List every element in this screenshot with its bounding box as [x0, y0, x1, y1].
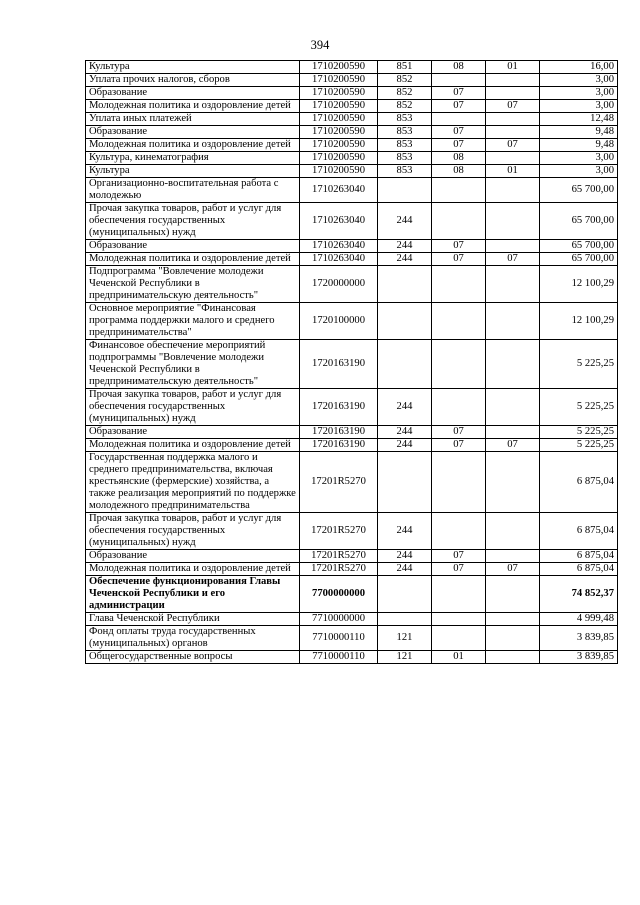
row-expense-type: 853 [378, 139, 432, 152]
row-expense-type: 244 [378, 426, 432, 439]
row-name: Образование [86, 426, 300, 439]
row-section [432, 266, 486, 303]
row-subsection [486, 178, 540, 203]
row-section: 07 [432, 87, 486, 100]
row-name: Молодежная политика и оздоровление детей [86, 253, 300, 266]
budget-table [85, 60, 618, 664]
row-subsection [486, 426, 540, 439]
row-section: 07 [432, 426, 486, 439]
row-target-code: 1710200590 [300, 87, 378, 100]
row-subsection [486, 240, 540, 253]
row-section: 07 [432, 439, 486, 452]
row-subsection [486, 340, 540, 389]
row-subsection [486, 87, 540, 100]
row-expense-type: 852 [378, 100, 432, 113]
row-section [432, 613, 486, 626]
row-target-code: 1710200590 [300, 74, 378, 87]
table-row [86, 253, 618, 266]
row-amount: 5 225,25 [540, 389, 618, 426]
row-section [432, 576, 486, 613]
row-subsection [486, 613, 540, 626]
row-name: Культура [86, 165, 300, 178]
row-expense-type [378, 576, 432, 613]
row-name: Глава Чеченской Республики [86, 613, 300, 626]
row-amount: 9,48 [540, 139, 618, 152]
row-subsection [486, 303, 540, 340]
row-amount: 74 852,37 [540, 576, 618, 613]
row-subsection [486, 113, 540, 126]
row-subsection [486, 266, 540, 303]
row-target-code: 1710200590 [300, 113, 378, 126]
row-section: 07 [432, 139, 486, 152]
table-row [86, 389, 618, 426]
row-target-code: 1720100000 [300, 303, 378, 340]
row-target-code: 1710200590 [300, 165, 378, 178]
row-amount: 3,00 [540, 165, 618, 178]
table-row [86, 61, 618, 74]
row-subsection: 01 [486, 165, 540, 178]
row-expense-type: 244 [378, 550, 432, 563]
row-amount: 5 225,25 [540, 439, 618, 452]
row-expense-type: 121 [378, 651, 432, 664]
row-expense-type: 244 [378, 203, 432, 240]
row-subsection: 07 [486, 100, 540, 113]
row-name: Культура, кинематография [86, 152, 300, 165]
table-row [86, 426, 618, 439]
row-name: Организационно-воспитательная работа с молодежью [86, 178, 300, 203]
row-expense-type: 244 [378, 253, 432, 266]
row-subsection [486, 74, 540, 87]
row-subsection: 07 [486, 439, 540, 452]
row-subsection: 07 [486, 563, 540, 576]
table-row [86, 240, 618, 253]
row-amount: 9,48 [540, 126, 618, 139]
row-expense-type: 244 [378, 439, 432, 452]
row-name: Уплата прочих налогов, сборов [86, 74, 300, 87]
row-name: Молодежная политика и оздоровление детей [86, 139, 300, 152]
row-amount: 3,00 [540, 152, 618, 165]
table-row [86, 563, 618, 576]
row-name: Общегосударственные вопросы [86, 651, 300, 664]
row-target-code: 1710263040 [300, 178, 378, 203]
row-target-code: 17201R5270 [300, 563, 378, 576]
row-name: Образование [86, 126, 300, 139]
row-subsection [486, 203, 540, 240]
row-section: 08 [432, 165, 486, 178]
row-name: Образование [86, 550, 300, 563]
table-row [86, 152, 618, 165]
row-section [432, 203, 486, 240]
table-row [86, 74, 618, 87]
table-row [86, 165, 618, 178]
row-subsection [486, 513, 540, 550]
row-name: Молодежная политика и оздоровление детей [86, 563, 300, 576]
row-expense-type: 244 [378, 389, 432, 426]
row-section [432, 340, 486, 389]
row-target-code: 7710000110 [300, 651, 378, 664]
row-section: 07 [432, 240, 486, 253]
row-amount: 65 700,00 [540, 253, 618, 266]
row-amount: 3,00 [540, 74, 618, 87]
row-section: 07 [432, 126, 486, 139]
row-subsection [486, 626, 540, 651]
row-amount: 6 875,04 [540, 563, 618, 576]
row-amount: 65 700,00 [540, 178, 618, 203]
row-amount: 6 875,04 [540, 550, 618, 563]
table-row [86, 203, 618, 240]
table-row [86, 651, 618, 664]
row-amount: 65 700,00 [540, 240, 618, 253]
row-name: Прочая закупка товаров, работ и услуг для обеспечения государственных (муниципальных) нужд [86, 203, 300, 240]
row-section: 08 [432, 152, 486, 165]
row-expense-type: 244 [378, 240, 432, 253]
row-expense-type: 851 [378, 61, 432, 74]
table-row [86, 613, 618, 626]
row-section: 07 [432, 253, 486, 266]
row-expense-type: 853 [378, 165, 432, 178]
row-amount: 6 875,04 [540, 513, 618, 550]
row-name: Образование [86, 240, 300, 253]
row-expense-type: 121 [378, 626, 432, 651]
table-row [86, 126, 618, 139]
row-target-code: 1720163190 [300, 340, 378, 389]
row-target-code: 17201R5270 [300, 513, 378, 550]
row-expense-type [378, 452, 432, 513]
row-amount: 12 100,29 [540, 266, 618, 303]
row-name: Обеспечение функционирования Главы Чеченской Республики и его администрации [86, 576, 300, 613]
row-section [432, 74, 486, 87]
page-number: 394 [310, 38, 330, 52]
row-subsection [486, 389, 540, 426]
row-subsection: 07 [486, 139, 540, 152]
table-row [86, 452, 618, 513]
row-expense-type [378, 303, 432, 340]
row-amount: 12,48 [540, 113, 618, 126]
row-expense-type: 852 [378, 87, 432, 100]
row-target-code: 1720163190 [300, 426, 378, 439]
row-name: Финансовое обеспечение мероприятий подпрограммы "Вовлечение молодежи Чеченской Республики в предпринимательскую деятельность" [86, 340, 300, 389]
row-section [432, 113, 486, 126]
table-row [86, 439, 618, 452]
row-subsection [486, 576, 540, 613]
row-target-code: 1710263040 [300, 253, 378, 266]
row-subsection [486, 152, 540, 165]
row-expense-type: 244 [378, 513, 432, 550]
row-subsection [486, 452, 540, 513]
row-target-code: 1710200590 [300, 152, 378, 165]
table-row [86, 266, 618, 303]
row-amount: 3 839,85 [540, 651, 618, 664]
row-subsection: 07 [486, 253, 540, 266]
table-row [86, 100, 618, 113]
row-expense-type [378, 266, 432, 303]
row-subsection [486, 126, 540, 139]
row-subsection: 01 [486, 61, 540, 74]
table-row [86, 87, 618, 100]
row-target-code: 1720163190 [300, 439, 378, 452]
row-target-code: 1720000000 [300, 266, 378, 303]
row-amount: 3,00 [540, 100, 618, 113]
row-section [432, 513, 486, 550]
row-amount: 3 839,85 [540, 626, 618, 651]
row-section: 07 [432, 550, 486, 563]
row-section [432, 389, 486, 426]
row-target-code: 7710000110 [300, 626, 378, 651]
row-target-code: 1710200590 [300, 126, 378, 139]
row-amount: 5 225,25 [540, 340, 618, 389]
row-amount: 5 225,25 [540, 426, 618, 439]
row-subsection [486, 550, 540, 563]
row-expense-type [378, 340, 432, 389]
row-section [432, 303, 486, 340]
row-name: Культура [86, 61, 300, 74]
row-amount: 16,00 [540, 61, 618, 74]
table-row [86, 340, 618, 389]
row-target-code: 1710200590 [300, 100, 378, 113]
row-name: Фонд оплаты труда государственных (муниципальных) органов [86, 626, 300, 651]
table-row [86, 139, 618, 152]
row-expense-type: 852 [378, 74, 432, 87]
row-name: Прочая закупка товаров, работ и услуг для обеспечения государственных (муниципальных) нужд [86, 389, 300, 426]
row-target-code: 1710200590 [300, 61, 378, 74]
row-target-code: 7700000000 [300, 576, 378, 613]
table-row [86, 113, 618, 126]
row-amount: 12 100,29 [540, 303, 618, 340]
row-name: Молодежная политика и оздоровление детей [86, 100, 300, 113]
row-amount: 65 700,00 [540, 203, 618, 240]
row-amount: 4 999,48 [540, 613, 618, 626]
row-section: 08 [432, 61, 486, 74]
row-target-code: 1710200590 [300, 139, 378, 152]
table-row [86, 178, 618, 203]
row-name: Прочая закупка товаров, работ и услуг для обеспечения государственных (муниципальных) нужд [86, 513, 300, 550]
row-name: Молодежная политика и оздоровление детей [86, 439, 300, 452]
row-subsection [486, 651, 540, 664]
table-row [86, 513, 618, 550]
row-name: Образование [86, 87, 300, 100]
row-name: Подпрограмма "Вовлечение молодежи Чеченской Республики в предпринимательскую деятельность" [86, 266, 300, 303]
row-expense-type: 853 [378, 152, 432, 165]
row-expense-type: 244 [378, 563, 432, 576]
row-target-code: 1720163190 [300, 389, 378, 426]
row-expense-type [378, 613, 432, 626]
row-expense-type [378, 178, 432, 203]
table-row [86, 576, 618, 613]
row-section: 07 [432, 100, 486, 113]
table-row [86, 626, 618, 651]
row-target-code: 17201R5270 [300, 550, 378, 563]
row-expense-type: 853 [378, 113, 432, 126]
row-section: 07 [432, 563, 486, 576]
table-row [86, 303, 618, 340]
row-amount: 3,00 [540, 87, 618, 100]
row-expense-type: 853 [378, 126, 432, 139]
row-section: 01 [432, 651, 486, 664]
table-row [86, 550, 618, 563]
row-name: Уплата иных платежей [86, 113, 300, 126]
row-target-code: 1710263040 [300, 240, 378, 253]
row-target-code: 17201R5270 [300, 452, 378, 513]
row-section [432, 178, 486, 203]
row-section [432, 626, 486, 651]
row-name: Государственная поддержка малого и среднего предпринимательства, включая крестьянские (фермерские) хозяйства, а также реализация мероприятий по поддержке молодежного предпринимательства [86, 452, 300, 513]
row-target-code: 7710000000 [300, 613, 378, 626]
row-target-code: 1710263040 [300, 203, 378, 240]
row-name: Основное мероприятие "Финансовая программа поддержки малого и среднего предпринимательства" [86, 303, 300, 340]
row-section [432, 452, 486, 513]
row-amount: 6 875,04 [540, 452, 618, 513]
